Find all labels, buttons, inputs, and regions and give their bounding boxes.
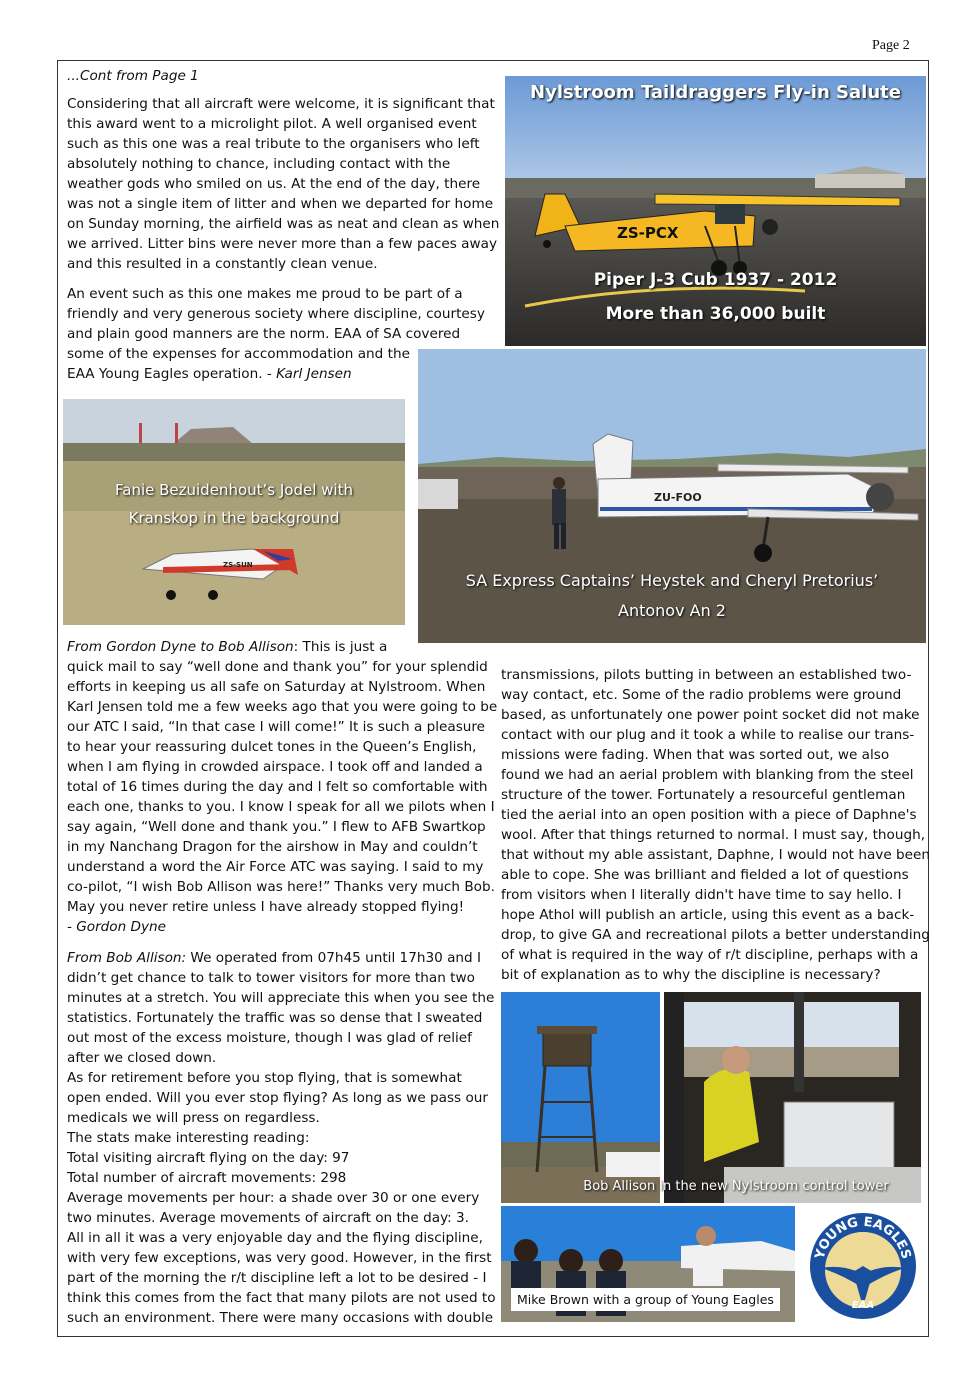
text-line: that without my able assistant, Daphne, I would not have been (501, 847, 930, 863)
text-line: May you never retire unless I have already stopped flying! (67, 899, 465, 915)
text-line: bit of explanation as to why the discipline is necessary? (501, 967, 881, 983)
text-line: Average movements per hour: a shade over 30 or one every (67, 1190, 480, 1206)
text-line: and plain good manners are the norm. EAA of SA covered (67, 326, 461, 342)
para2-last: EAA Young Eagles operation. - (67, 366, 277, 382)
text-line: such as this one was a real tribute to the organisers who left (67, 136, 480, 152)
bob-first: We operated from 07h45 until 17h30 and I (186, 950, 481, 966)
text-line: total of 16 times during the day and I felt so comfortable with (67, 779, 488, 795)
piper-cub-photo (505, 76, 926, 346)
author-karl: Karl Jensen (276, 366, 352, 382)
antonov-caption-1: SA Express Captains’ Heystek and Cheryl Pretorius’ (465, 571, 879, 590)
cub-title: Nylstroom Taildraggers Fly-in Salute (530, 82, 901, 103)
gordon-lead: From Gordon Dyne to Bob Allison (67, 639, 294, 655)
text-line: found we had an aerial problem with blanking from the steel (501, 767, 914, 783)
text-line: say again, “Well done and thank you.” I flew to AFB Swartkop (67, 819, 486, 835)
gordon-letter (67, 637, 497, 937)
text-line: out most of the excess moisture, though I was glad of relief (67, 1030, 472, 1046)
text-line: based, as unfortunately one power point socket did not make (501, 707, 920, 723)
continued-note: ...Cont from Page 1 (67, 68, 199, 84)
text-line: Total visiting aircraft flying on the day: 97 (67, 1150, 350, 1166)
text-line: after we closed down. (67, 1050, 217, 1066)
text-line: open ended. Will you ever stop flying? As long as we pass our (67, 1090, 488, 1106)
bob-letter (67, 948, 497, 1328)
antonov-photo (418, 349, 926, 643)
text-line: this award went to a microlight pilot. A well organised event (67, 116, 477, 132)
col2-text (501, 665, 930, 985)
logo-text: YOUNG EAGLES (812, 1214, 914, 1261)
text-line: able to cope. She was brilliant and fielded a lot of questions (501, 867, 909, 883)
text-line: The stats make interesting reading: (67, 1130, 310, 1146)
text-line: hope Athol will publish an article, using this event as a back- (501, 907, 915, 923)
text-line: understand a word the Air Force ATC was saying. I said to my (67, 859, 484, 875)
para1 (67, 94, 500, 274)
text-line: Karl Jensen told me a few weeks ago that you were going to be (67, 699, 498, 715)
text-line: two minutes. Average movements of aircraft on the day: 3. (67, 1210, 469, 1226)
cub-caption-2: More than 36,000 built (605, 304, 826, 324)
text-line: some of the expenses for accommodation and the (67, 346, 410, 362)
text-line: our ATC I said, “In that case I will come!” It is such a pleasure (67, 719, 486, 735)
eagles-caption: Mike Brown with a group of Young Eagles (511, 1288, 780, 1311)
text-line: think this comes from the fact that many pilots are not used to (67, 1290, 496, 1306)
tower-exterior-photo (501, 992, 660, 1203)
page-number: Page 2 (872, 38, 910, 53)
antonov-registration: ZU-FOO (654, 491, 702, 504)
jodel-registration: ZS-SUN (223, 561, 253, 569)
text-line: each one, thanks to you. I know I speak for all we pilots when I (67, 799, 495, 815)
text-line: Considering that all aircraft were welcome, it is significant that (67, 96, 495, 112)
text-line: drop, to give GA and recreational pilots a better understanding (501, 927, 930, 943)
jodel-photo (63, 399, 405, 625)
jodel-caption-2: Kranskop in the background (128, 509, 340, 527)
young-eagles-photo (501, 1206, 795, 1322)
text-line: All in all it was a very enjoyable day and the flying discipline, (67, 1230, 483, 1246)
cub-caption-1: Piper J-3 Cub 1937 - 2012 (593, 270, 838, 290)
text-line: when I am flying in crowded airspace. I took off and landed a (67, 759, 483, 775)
text-line: weather gods who smiled on us. At the end of the day, there (67, 176, 481, 192)
text-line: of what is required in the way of r/t discipline, perhaps with a (501, 947, 919, 963)
text-line: in my Nanchang Dragon for the airshow in May and couldn’t (67, 839, 478, 855)
young-eagles-logo (803, 1208, 923, 1322)
jodel-caption-1: Fanie Bezuidenhout’s Jodel with (115, 481, 353, 499)
text-line: Total number of aircraft movements: 298 (67, 1170, 347, 1186)
text-line: didn’t get chance to talk to tower visitors for more than two (67, 970, 475, 986)
gordon-sign: - Gordon Dyne (67, 919, 167, 935)
text-line: part of the morning the r/t discipline left a lot to be desired - I (67, 1270, 487, 1286)
antonov-caption-2: Antonov An 2 (618, 601, 726, 620)
text-line: statistics. Fortunately the traffic was so dense that I sweated (67, 1010, 483, 1026)
text-line: wool. After that things returned to normal. I must say, though, (501, 827, 926, 843)
text-line: medicals we will press on regardless. (67, 1110, 320, 1126)
text-line: from visitors when I literally didn't have time to say hello. I (501, 887, 902, 903)
text-line: quick mail to say “well done and thank you” for your splendid (67, 659, 488, 675)
text-line: co-pilot, “I wish Bob Allison was here!” Thanks very much Bob. (67, 879, 495, 895)
text-line: to hear your reassuring dulcet tones in the Queen’s English, (67, 739, 477, 755)
text-line: way contact, etc. Some of the radio problems were ground (501, 687, 902, 703)
text-line: efforts in keeping us all safe on Saturday at Nylstroom. When (67, 679, 486, 695)
tower-caption: Bob Allison in the new Nylstroom control tower (583, 1179, 889, 1194)
text-line: friendly and very generous society where discipline, courtesy (67, 306, 485, 322)
tower-interior-photo (583, 992, 921, 1203)
text-line: with very few exceptions, was very good. However, in the first (67, 1250, 492, 1266)
text-line: such an environment. There were many occasions with double (67, 1310, 494, 1326)
intro-text (67, 66, 500, 384)
text-line: and this resulted in a constantly clean venue. (67, 256, 378, 272)
gordon-first: : This is just a (293, 639, 388, 655)
cub-registration: ZS-PCX (617, 224, 679, 242)
text-line: contact with our plug and it took a while to realise our trans- (501, 727, 915, 743)
text-line: we arrived. Litter bins were never more than a few paces away (67, 236, 497, 252)
text-line: transmissions, pilots butting in between an established two- (501, 667, 912, 683)
text-line: An event such as this one makes me proud to be part of a (67, 286, 463, 302)
logo-eaa: EAA (851, 1300, 875, 1311)
text-line: structure of the tower. Fortunately a resourceful gentleman (501, 787, 906, 803)
text-line: As for retirement before you stop flying, that is somewhat (67, 1070, 462, 1086)
text-line: tied the aerial into an open position with a piece of Daphne's (501, 807, 917, 823)
text-line: was not a single item of litter and when we departed for home (67, 196, 494, 212)
text-line: minutes at a stretch. You will appreciate this when you see the (67, 990, 495, 1006)
text-line: on Sunday morning, the airfield was as neat and clean as when (67, 216, 500, 232)
text-line: absolutely nothing to chance, including contact with the (67, 156, 451, 172)
text-line: missions were fading. When that was sorted out, we also (501, 747, 890, 763)
bob-lead: From Bob Allison: (67, 950, 187, 966)
